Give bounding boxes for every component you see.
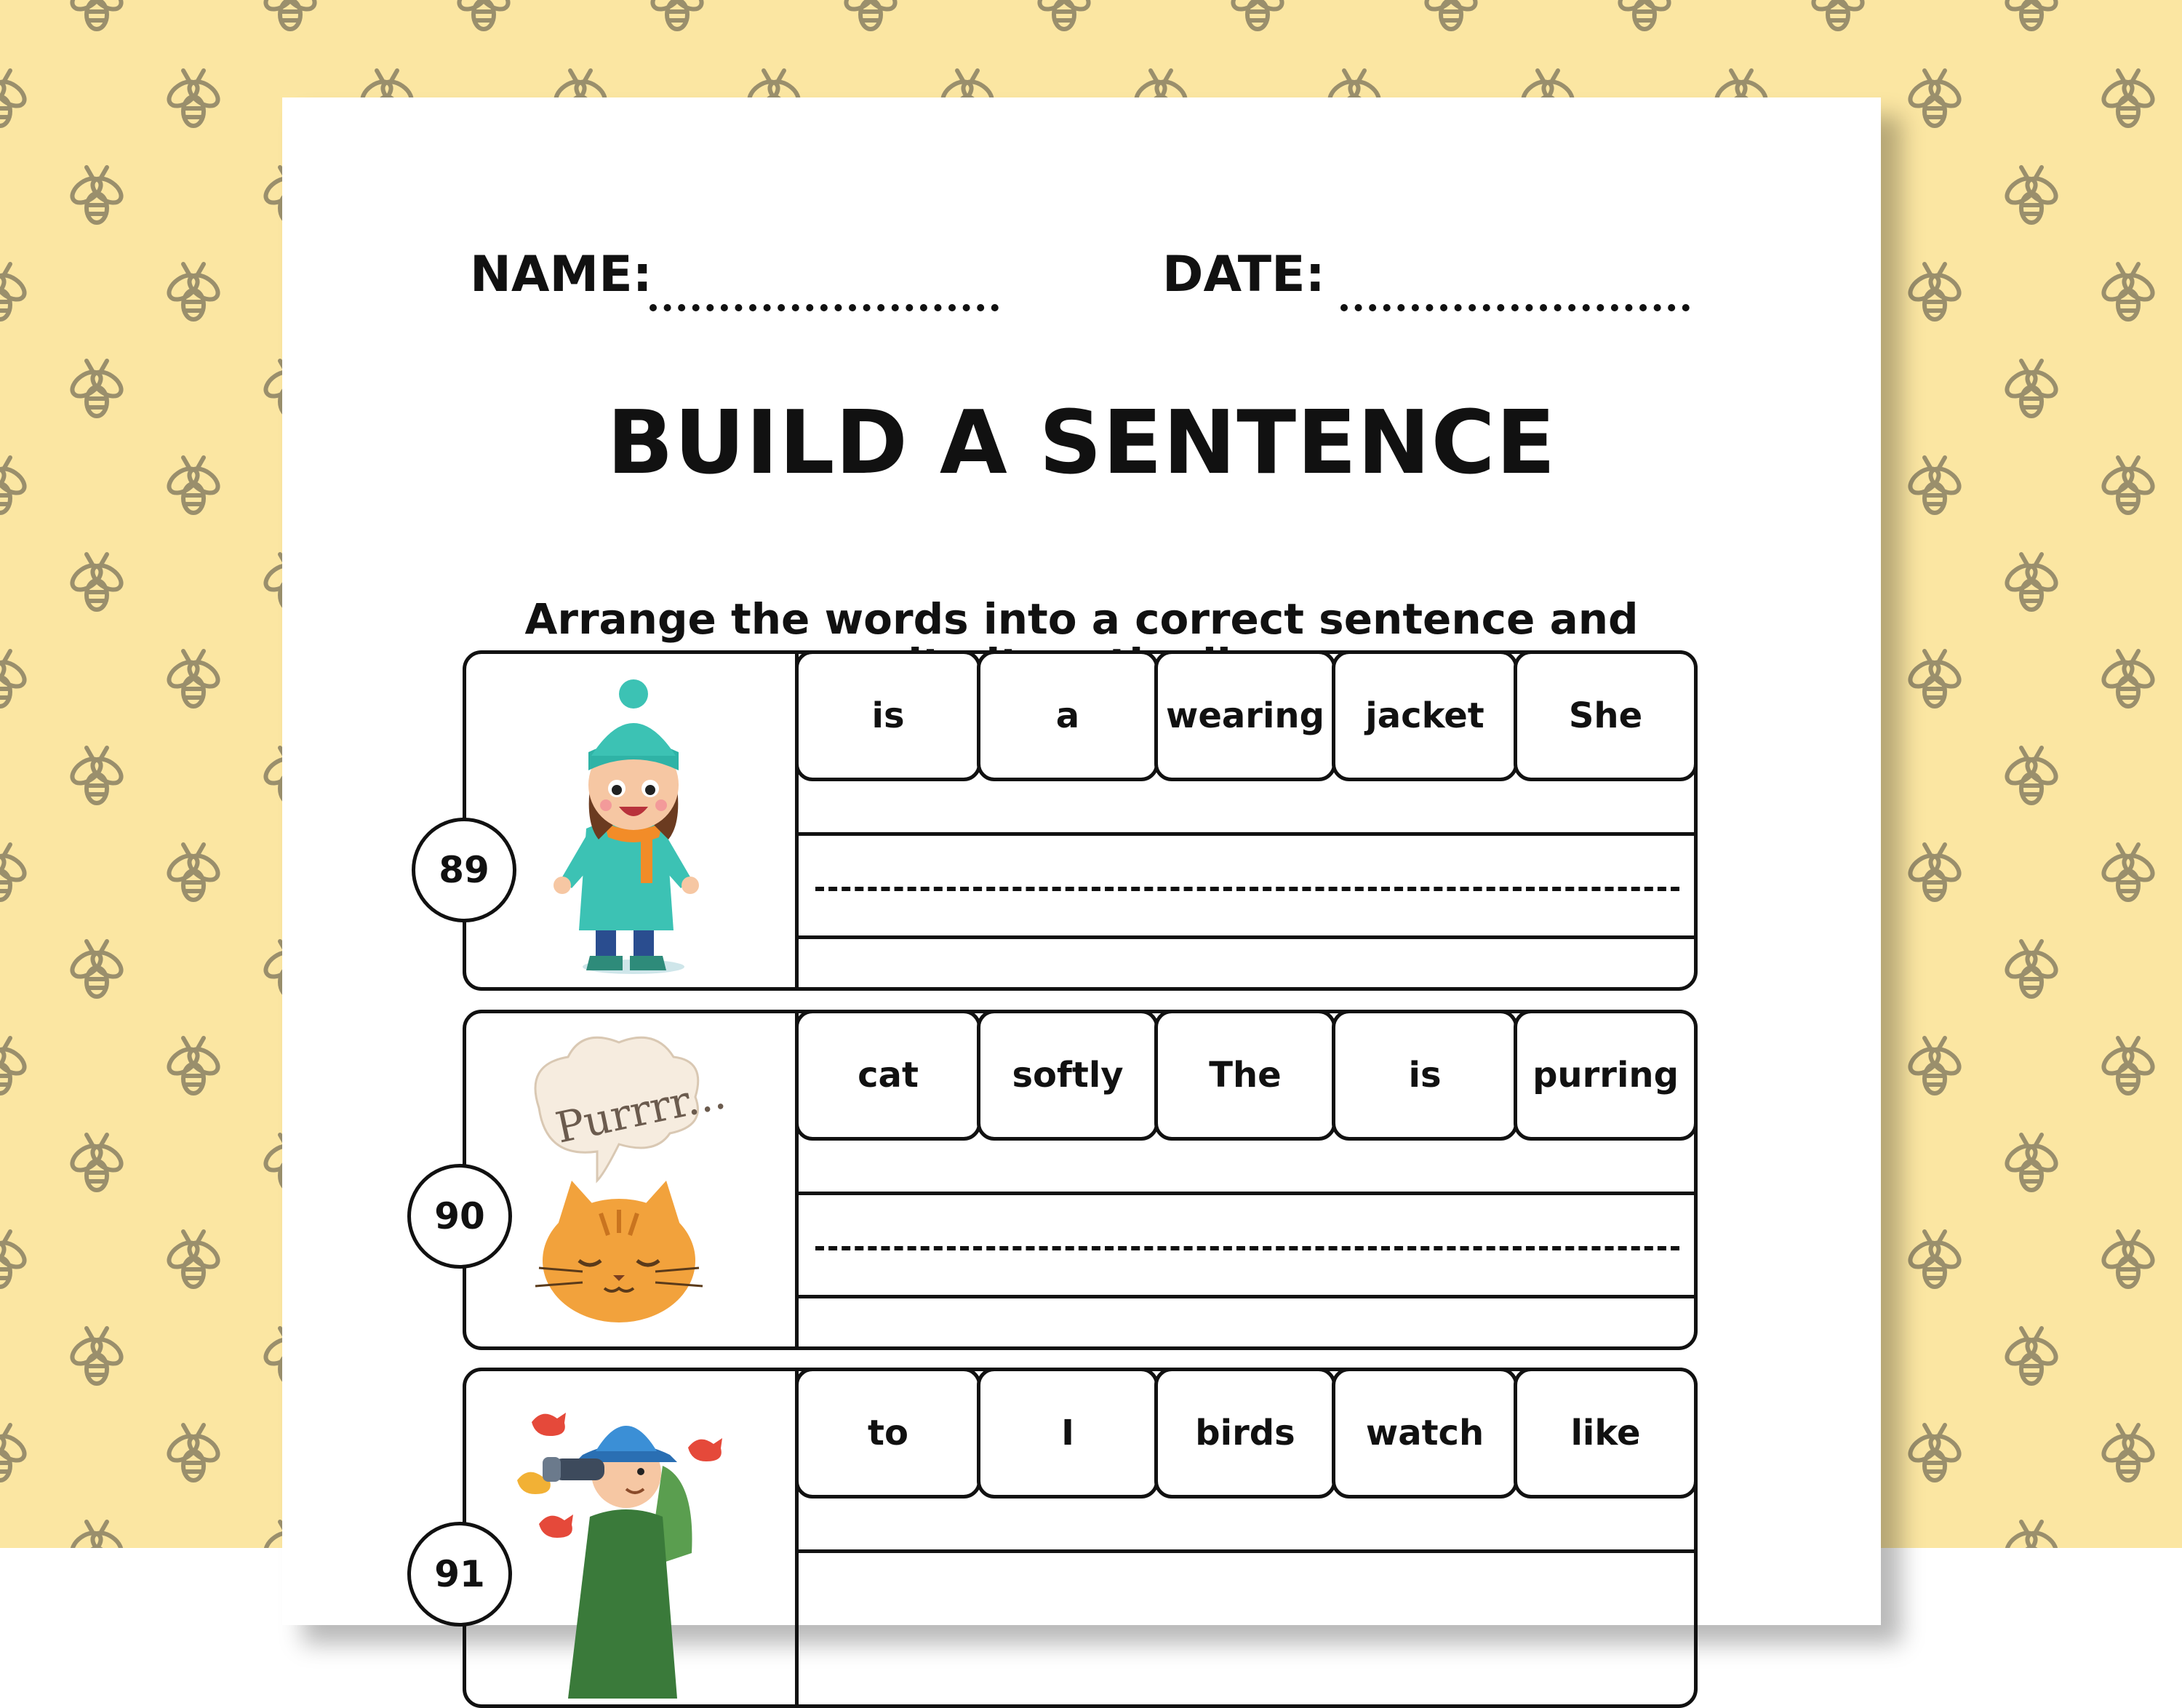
word-label: a	[1055, 695, 1080, 736]
exercise-card-90	[463, 1010, 1698, 1350]
word-label: purring	[1532, 1055, 1679, 1096]
word-tile[interactable]	[1332, 650, 1518, 781]
word-tile[interactable]	[1514, 1368, 1698, 1499]
writing-line-top[interactable]	[795, 832, 1694, 836]
girl-in-winter-jacket-image	[524, 661, 743, 981]
word-label: She	[1568, 695, 1643, 736]
word-label: like	[1570, 1413, 1641, 1453]
instructions-line-1: Arrange the words into a correct sentence and	[524, 594, 1639, 644]
word-tile[interactable]	[977, 1368, 1159, 1499]
word-label: I	[1061, 1413, 1074, 1453]
word-tile[interactable]	[1514, 1010, 1698, 1141]
purring-cat-image	[495, 1021, 743, 1341]
word-tile[interactable]	[1332, 1368, 1518, 1499]
word-tile[interactable]	[1332, 1010, 1518, 1141]
speech-text: Purrrr...	[551, 1069, 730, 1153]
word-label: cat	[858, 1055, 919, 1096]
exercise-number-89	[412, 818, 516, 922]
exercise-number-label: 90	[434, 1195, 485, 1237]
word-label: to	[868, 1413, 908, 1453]
exercise-number-label: 91	[434, 1553, 485, 1595]
writing-line-base[interactable]	[795, 1295, 1694, 1298]
word-tile[interactable]	[977, 1010, 1159, 1141]
birdwatcher-image	[495, 1378, 743, 1699]
writing-line-mid	[815, 887, 1679, 891]
word-label: is	[871, 695, 905, 736]
exercise-number-91	[407, 1522, 512, 1627]
exercise-card-91	[463, 1368, 1698, 1708]
exercise-number-90	[407, 1164, 512, 1269]
word-tile[interactable]	[1514, 650, 1698, 781]
date-field[interactable]	[1340, 304, 1690, 311]
name-label: NAME:	[470, 246, 652, 303]
word-tile[interactable]	[795, 650, 981, 781]
worksheet-page	[282, 97, 1881, 1625]
word-label: is	[1408, 1055, 1442, 1096]
word-tile[interactable]	[795, 1010, 981, 1141]
word-label: wearing	[1166, 695, 1324, 736]
word-label: birds	[1195, 1413, 1295, 1453]
exercise-card-89	[463, 650, 1698, 991]
writing-line-base[interactable]	[795, 935, 1694, 939]
word-label: watch	[1365, 1413, 1484, 1453]
name-field[interactable]	[650, 304, 999, 311]
word-tile[interactable]	[1154, 1010, 1336, 1141]
exercise-number-label: 89	[439, 849, 489, 891]
word-tile[interactable]	[1154, 650, 1336, 781]
writing-line-mid	[815, 1246, 1679, 1250]
word-label: jacket	[1365, 695, 1484, 736]
writing-line-top[interactable]	[795, 1192, 1694, 1195]
word-tile[interactable]	[1154, 1368, 1336, 1499]
date-label: DATE:	[1162, 246, 1325, 303]
word-tile[interactable]	[795, 1368, 981, 1499]
writing-line-top[interactable]	[795, 1549, 1694, 1553]
word-label: The	[1209, 1055, 1282, 1096]
page-title: BUILD A SENTENCE	[607, 393, 1556, 494]
word-label: softly	[1012, 1055, 1124, 1096]
word-tile[interactable]	[977, 650, 1159, 781]
